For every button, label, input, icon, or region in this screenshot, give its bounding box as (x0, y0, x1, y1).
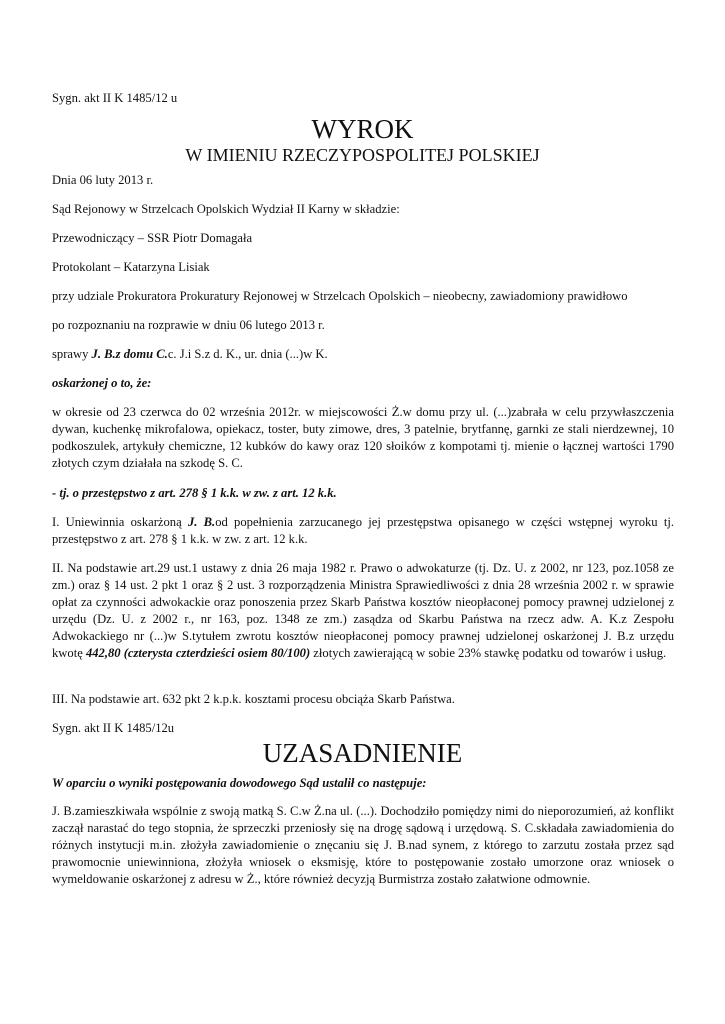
charge-article: - tj. o przestępstwo z art. 278 § 1 k.k. w zw. z art. 12 k.k. (52, 486, 337, 500)
document-title: WYROK (311, 114, 414, 144)
justification-lead: W oparciu o wyniki postępowania dowodowego Sąd ustalił co następuje: (52, 776, 427, 790)
case-rest: c. J.i S.z d. K., ur. dnia (...)w K. (167, 347, 328, 361)
hearing-line: po rozpoznaniu na rozprawie w dniu 06 lutego 2013 r. (52, 318, 325, 332)
verdict-item-1-end: od popełnienia zarzucanego jej przestępstwa opisanego w części wstępnej wyroku tj. przestępstwo z art. 278 § 1 k.k. w zw. z art. 12 k.k. (52, 515, 674, 546)
case-number: Sygn. akt II K 1485/12 u (52, 91, 178, 105)
verdict-item-2-end: złotych zawierającą w sobie 23% stawkę podatku od towarów i usług. (310, 646, 667, 660)
verdict-item-1 (52, 514, 674, 548)
justification-title: UZASADNIENIE (262, 738, 463, 768)
verdict-item-2 (52, 560, 674, 662)
verdict-item-1-start: I. Uniewinnia oskarżoną (52, 515, 188, 529)
court-line: Sąd Rejonowy w Strzelcach Opolskich Wydział II Karny w składzie: (52, 202, 400, 216)
charge-heading: oskarżonej o to, że: (52, 376, 152, 390)
prosecutor-line: przy udziale Prokuratora Prokuratury Rejonowej w Strzelcach Opolskich – nieobecny, zawiadomiony prawidłowo (52, 289, 628, 303)
justification-paragraph: J. B.zamieszkiwała wspólnie z swoją matką S. C.w Ż.na ul. (...). Dochodziło pomiędzy nimi do nieporozumień, aż konflikt zaczął narastać do tego stopnia, że sprzeczki przeniosły się na drogę sądową i urzędową. S. C.składała zawiadomienia do różnych instytucji m.in. złożyła zawiadomienie o znęcaniu się J. B.nad synem, z którego to zarzutu została przez sąd prawomocnie uniewinniona, złożyła wniosek o eksmisję, które to postępowanie zostało umorzone oraz wniosek o wymeldowanie oskarżonej z adresu w Ż., które również decyzją Burmistrza zostało załatwione odmownie. (52, 804, 674, 886)
case-prefix: sprawy (52, 347, 92, 361)
verdict-item-3: III. Na podstawie art. 632 pkt 2 k.p.k. kosztami procesu obciąża Skarb Państwa. (52, 692, 455, 706)
verdict-item-1-name: J. B. (187, 515, 216, 529)
justification-case-number: Sygn. akt II K 1485/12u (52, 721, 175, 735)
case-line (52, 346, 674, 363)
presiding-judge-line: Przewodniczący – SSR Piotr Domagała (52, 231, 253, 245)
date-line: Dnia 06 luty 2013 r. (52, 173, 154, 187)
clerk-line: Protokolant – Katarzyna Lisiak (52, 260, 210, 274)
charge-text: w okresie od 23 czerwca do 02 września 2012r. w miejscowości Ż.w domu przy ul. (...)zabrała w celu przywłaszczenia dywan, kuchenkę mikrofalowa, opiekacz, toster, buty zimowe, dres, 3 patelnie, brytfannę, garnki ze stali nierdzewnej, 10 podkoszulek, artykuły chemiczne, 12 kubków do kawy oraz 120 słoików z kompotami tj. mienie o łącznej wartości 1790 złotych czym działała na szkodę S. C. (52, 405, 674, 470)
verdict-item-2-amount: 442,80 (czterysta czterdzieści osiem 80/100) (85, 646, 311, 660)
defendant-name: J. B.z domu C. (91, 347, 168, 361)
document-subtitle: W IMIENIU RZECZYPOSPOLITEJ POLSKIEJ (185, 145, 540, 165)
verdict-item-2-start: II. Na podstawie art.29 ust.1 ustawy z dnia 26 maja 1982 r. Prawo o adwokaturze (tj. Dz. U. z 2002, nr 123, poz.1058 ze zm.) oraz § 14 ust. 2 pkt 1 oraz § 2 ust. 3 rozporządzenia Ministra Sprawiedliwości z dnia 28 września 2002 r. w sprawie opłat za czynności adwokackie oraz ponoszenia przez Skarb Państwa kosztów nieopłaconej pomocy prawnej udzielonej z urzędu (Dz. U. z 2002 r., nr 163, poz. 1348 ze zm.) zasądza od Skarbu Państwa na rzecz adw. A. K.z Zespołu Adwokackiego nr (...)w S.tytułem zwrotu kosztów nieopłaconej pomocy prawnej udzielonej oskarżonej J. B.z urzędu kwotę (52, 561, 674, 660)
